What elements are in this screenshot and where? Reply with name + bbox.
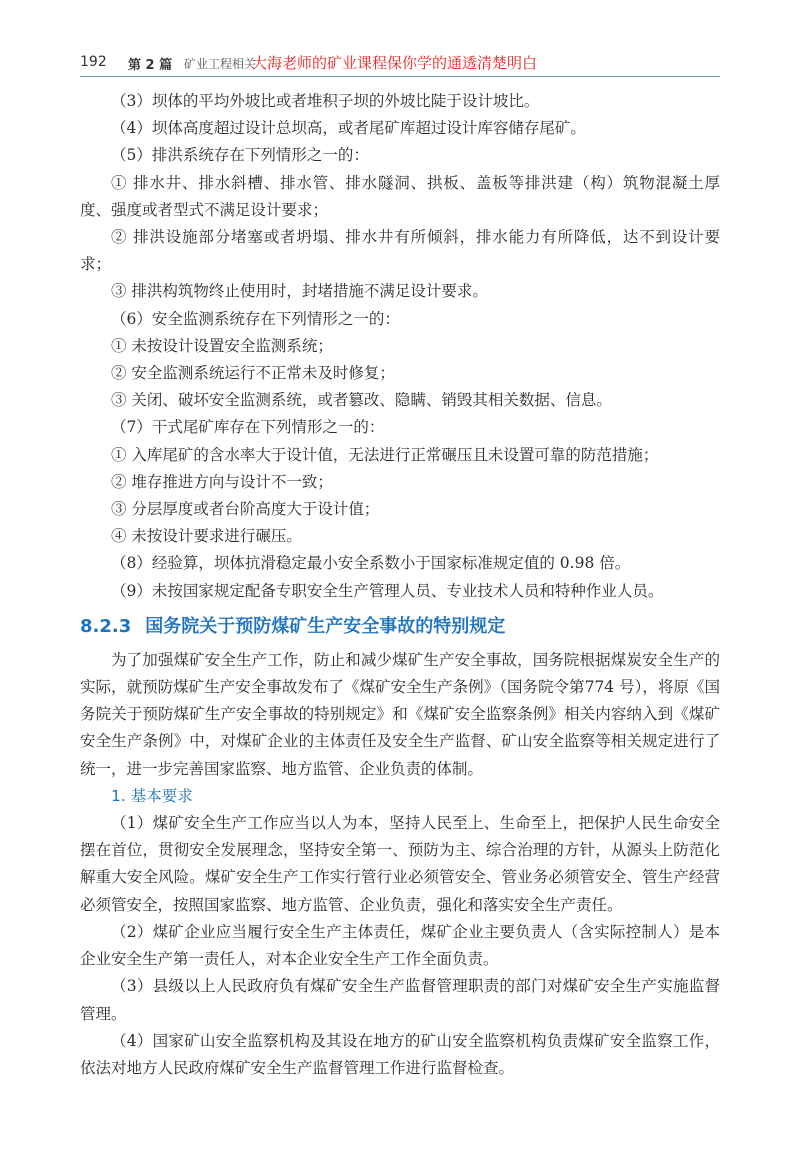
intro-paragraph: 为了加强煤矿安全生产工作，防止和减少煤矿生产安全事故，国务院根据煤炭安全生产的实际，就预防煤矿生产安全事故发布了《煤矿安全生产条例》（国务院令第774 号），将原《国务院关于预防煤矿生产安全事故的特别规定》和《煤矿安全监察条例》相关内容纳入到《煤矿安全生产条例》中，对煤矿企业的主体责任及安全生产监督、矿山安全监察等相关规定进行了统一，进一步完善国家监察、地方监管、企业负责的体制。 — [80, 650, 720, 778]
list-item: （8）经验算，坝体抗滑稳定最小安全系数小于国家标准规定值的 0.98 倍。 — [111, 554, 631, 573]
list-item: （5）排洪系统存在下列情形之一的： — [111, 146, 369, 165]
list-item: （3）坝体的平均外坡比或者堆积子坝的外坡比陡于设计坡比。 — [111, 92, 540, 110]
condition-list — [80, 88, 720, 605]
list-item: （9）未按国家规定配备专职安全生产管理人员、专业技术人员和特种作业人员。 — [111, 581, 664, 600]
list-item: ② 堆存推进方向与设计不一致； — [111, 472, 333, 491]
watermark-text: 大海老师的矿业课程保你学的通透清楚明白 — [252, 54, 538, 72]
section-title: 国务院关于预防煤矿生产安全事故的特别规定 — [145, 615, 506, 637]
section-heading — [80, 613, 720, 641]
list-item: ① 排水井、排水斜槽、排水管、排水隧洞、拱板、盖板等排洪建（构）筑物混凝土厚度、强度或者型式不满足设计要求； — [80, 173, 720, 219]
page-number: 192 — [80, 54, 107, 70]
list-item: ③ 排洪构筑物终止使用时，封堵措施不满足设计要求。 — [111, 282, 488, 301]
page-body — [80, 88, 720, 1082]
list-item: ② 排洪设施部分堵塞或者坍塌、排水井有所倾斜，排水能力有所降低，达不到设计要求； — [80, 228, 720, 274]
breadcrumb: 矿业工程相关 — [184, 57, 257, 71]
running-header — [80, 50, 720, 77]
list-item: （4）坝体高度超过设计总坝高，或者尾矿库超过设计库容储存尾矿。 — [111, 119, 586, 138]
list-item: ③ 分层厚度或者台阶高度大于设计值； — [111, 500, 380, 519]
subheading: 1. 基本要求 — [111, 786, 193, 805]
list-item: ① 未按设计设置安全监测系统； — [111, 336, 333, 355]
section-number: 8.2.3 — [80, 615, 132, 637]
list-item: ② 安全监测系统运行不正常未及时修复； — [111, 364, 395, 383]
requirements-list — [80, 810, 720, 1082]
list-item: ③ 关闭、破坏安全监测系统，或者篡改、隐瞒、销毁其相关数据、信息。 — [111, 391, 612, 410]
chapter-label: 第 2 篇 — [128, 58, 173, 73]
list-item: ④ 未按设计要求进行碾压。 — [111, 527, 302, 546]
requirement-paragraph: （4）国家矿山安全监察机构及其设在地方的矿山安全监察机构负责煤矿安全监察工作，依法对地方人民政府煤矿安全生产监督管理工作进行监督检查。 — [80, 1031, 720, 1077]
list-item: （7）干式尾矿库存在下列情形之一的： — [111, 418, 385, 437]
list-item: ① 入库尾矿的含水率大于设计值，无法进行正常碾压且未设置可靠的防范措施； — [111, 445, 659, 464]
list-item: （6）安全监测系统存在下列情形之一的： — [111, 309, 400, 328]
requirement-paragraph: （1）煤矿安全生产工作应当以人为本，坚持人民至上、生命至上，把保护人民生命安全摆在首位，贯彻安全发展理念，坚持安全第一、预防为主、综合治理的方针，从源头上防范化解重大安全风险。煤矿安全生产工作实行管行业必须管安全、管业务必须管安全、管生产经营必须管安全，按照国家监察、地方监管、企业负责，强化和落实安全生产责任。 — [80, 814, 720, 914]
requirement-paragraph: （3）县级以上人民政府负有煤矿安全生产监督管理职责的部门对煤矿安全生产实施监督管理。 — [80, 977, 720, 1023]
requirement-paragraph: （2）煤矿企业应当履行安全生产主体责任，煤矿企业主要负责人（含实际控制人）是本企业安全生产第一责任人，对本企业安全生产工作全面负责。 — [80, 922, 720, 969]
